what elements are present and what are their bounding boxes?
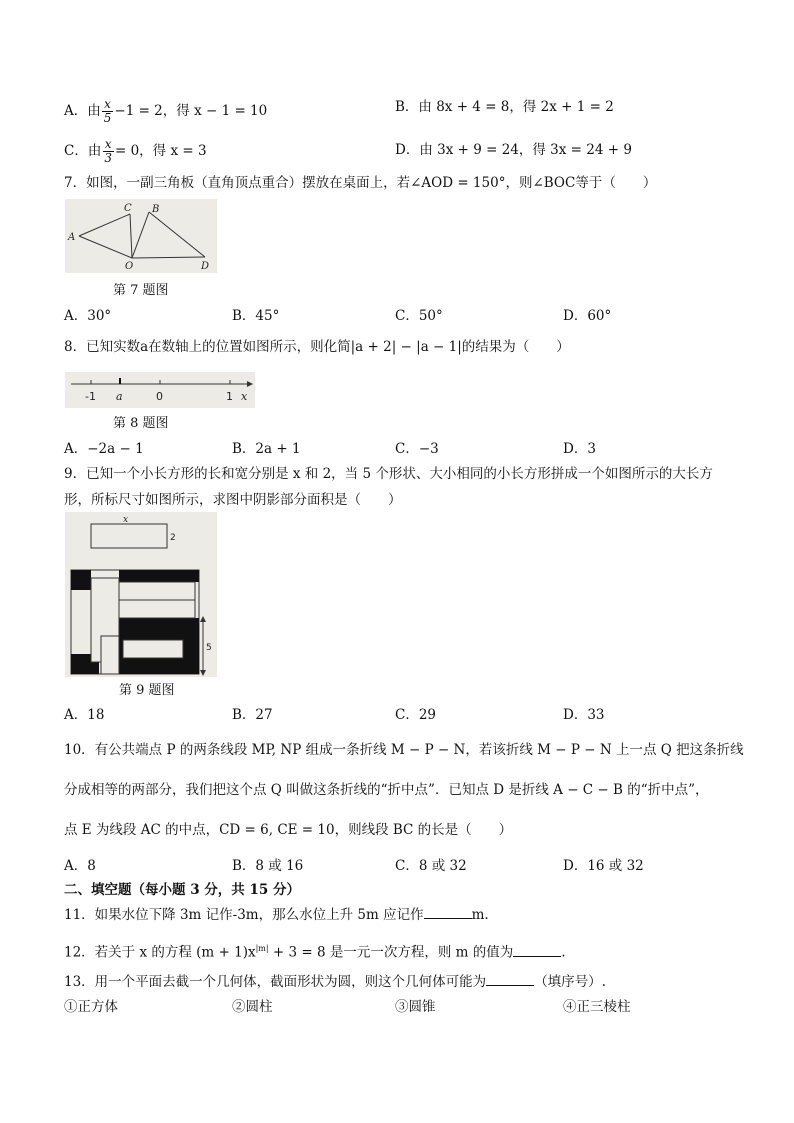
q9-label-two: 2 [170, 533, 176, 543]
q9-caption: 第 9 题图 [119, 683, 175, 698]
q8-number-line [65, 372, 255, 408]
q8-option-c: C．−3 [395, 441, 439, 457]
q11-answer-blank[interactable] [424, 906, 472, 919]
q10-option-a: A．8 [64, 858, 96, 874]
q6-option-c: C．由 $\frac{x}{3}$ = 0，得 x = 3 [64, 137, 207, 165]
q9-option-b: B．27 [232, 707, 273, 723]
q8-figure [65, 372, 255, 408]
q7-label-c: C [124, 203, 132, 214]
q10-option-d: D．16 或 32 [563, 858, 644, 874]
q13-answer-blank[interactable] [486, 973, 534, 986]
q8-label-minus-one: -1 [85, 390, 96, 403]
section-title-fill-in: 二、填空题（每小题 3 分，共 15 分） [64, 882, 300, 898]
q9-label-five: 5 [206, 643, 212, 653]
q7-figure [65, 199, 217, 273]
q6-option-b: B．由 8x + 4 = 8，得 2x + 1 = 2 [395, 99, 614, 115]
q8-label-one: 1 [226, 390, 233, 403]
q9-option-c: C．29 [395, 707, 437, 723]
q8-option-b: B．2a + 1 [232, 441, 301, 457]
q10-line3: 点 E 为线段 AC 的中点，CD = 6, CE = 10，则线段 BC 的长是（ ） [64, 822, 513, 838]
q7-option-d: D．60° [563, 308, 612, 324]
q8-label-zero: 0 [156, 390, 163, 403]
q6-option-d: D．由 3x + 9 = 24，得 3x = 24 + 9 [395, 142, 632, 158]
q10-option-b: B．8 或 16 [232, 858, 304, 874]
q7-label-a: A [68, 232, 76, 243]
q6-c-fraction: $\frac{x}{3}$ [104, 137, 112, 165]
q9-stem-line1: 9．已知一个小长方形的长和宽分别是 x 和 2，当 5 个形状、大小相同的小长方形拼成一个如图所示的大长方 [64, 466, 713, 482]
q12: 12．若关于 x 的方程 $(m + 1)x^{|m|} + 3 = 8$ 是一元一次方程，则 m 的值为 . [64, 944, 566, 961]
q9-rectangle-diagram [65, 512, 217, 677]
q7-caption: 第 7 题图 [113, 283, 169, 298]
q8-label-a: a [116, 390, 123, 403]
q9-figure [65, 512, 217, 677]
q13-choice-3: ③圆锥 [395, 999, 436, 1015]
q8-option-d: D．3 [563, 441, 596, 457]
q13-choice-2: ②圆柱 [232, 999, 273, 1015]
q9-label-x: x [123, 515, 129, 525]
q13-choice-4: ④正三棱柱 [563, 999, 631, 1015]
q9-option-a: A．18 [64, 707, 105, 723]
q10-option-c: C．8 或 32 [395, 858, 467, 874]
q7-stem: 7．如图，一副三角板（直角顶点重合）摆放在桌面上，若∠AOD = 150°，则∠BOC等于（ ） [64, 175, 657, 191]
q10-line1: 10．有公共端点 P 的两条线段 MP, NP 组成一条折线 M − P − N，若该折线 M − P − N 上一点 Q 把这条折线 [64, 742, 744, 758]
q9-stem-line2: 形，所标尺寸如图所示，求图中阴影部分面积是（ ） [64, 492, 402, 508]
q8-stem: 8．已知实数a在数轴上的位置如图所示，则化简|a + 2| − |a − 1|的结果为（ ） [64, 339, 570, 355]
q7-triangle-diagram [65, 199, 217, 273]
q7-option-c: C．50° [395, 308, 443, 324]
q7-label-d: D [201, 261, 210, 272]
q7-label-b: B [152, 204, 160, 215]
q11: 11．如果水位下降 3m 记作-3m，那么水位上升 5m 应记作 m. [64, 907, 489, 923]
q8-caption: 第 8 题图 [113, 416, 169, 431]
q7-option-b: B．45° [232, 308, 280, 324]
q7-label-o: O [125, 261, 134, 272]
q13: 13．用一个平面去截一个几何体，截面形状为圆，则这个几何体可能为 （填序号）. [64, 974, 606, 990]
q9-option-d: D．33 [563, 707, 605, 723]
q6-a-fraction: $\frac{x}{5}$ [103, 97, 112, 125]
q8-option-a: A．−2a − 1 [64, 441, 144, 457]
q7-option-a: A．30° [64, 308, 112, 324]
q13-choice-1: ①正方体 [64, 999, 118, 1015]
q10-line2: 分成相等的两部分，我们把这个点 Q 叫做这条折线的“折中点”．已知点 D 是折线 A − C − B 的“折中点”， [64, 782, 709, 798]
q12-answer-blank[interactable] [513, 944, 561, 957]
q8-label-x: x [241, 390, 248, 403]
q6-option-a: A．由 $\frac{x}{5}$ −1 = 2，得 x − 1 = 10 [64, 97, 268, 125]
